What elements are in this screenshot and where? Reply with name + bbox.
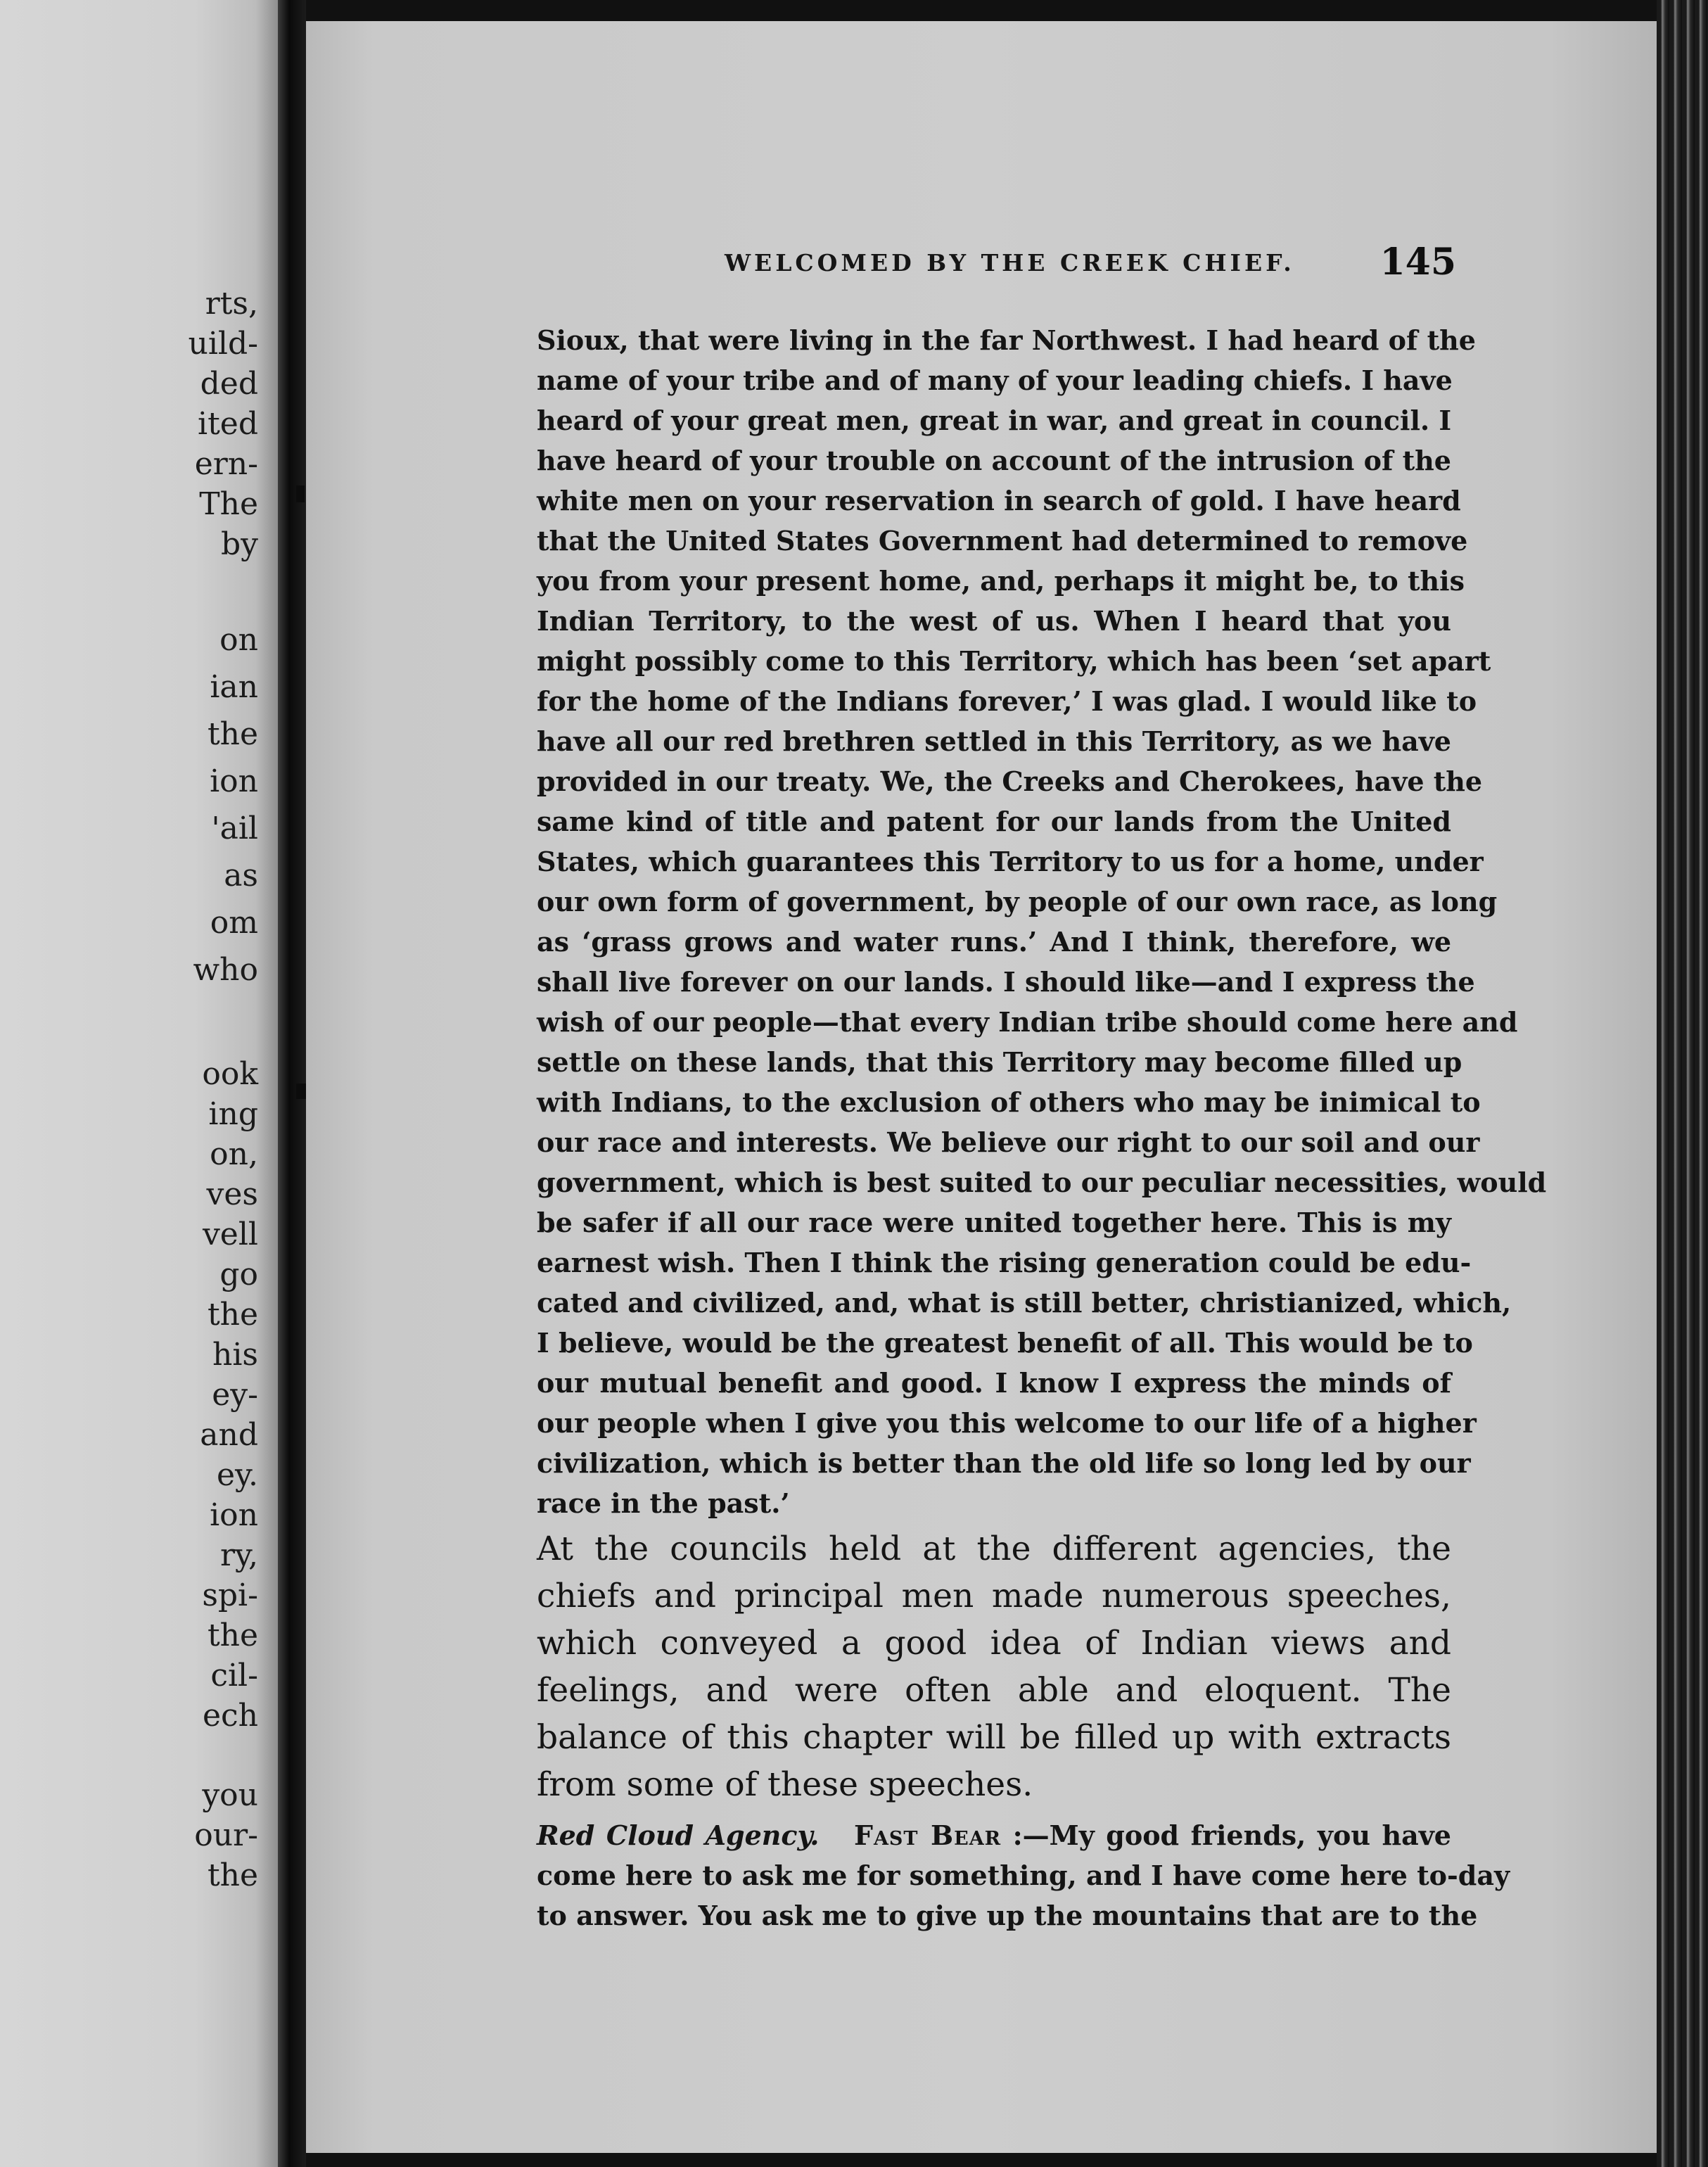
text-line: you from your present home, and, perhaps it might be, to this [537, 565, 1465, 597]
page-edges [1657, 0, 1708, 2167]
left-page-line: rts, [205, 286, 258, 322]
text-line: our people when I give you this welcome to our life of a higher [537, 1407, 1477, 1439]
left-page-line: ited [198, 406, 258, 442]
left-page-line: uild- [188, 326, 258, 362]
left-page-line: The [199, 486, 258, 522]
text-line: settle on these lands, that this Territory may become filled up [537, 1046, 1462, 1078]
left-page-line: the [207, 1618, 258, 1653]
left-page-line: ded [200, 366, 258, 402]
text-line: provided in our treaty. We, the Creeks and Cherokees, have the [537, 765, 1483, 797]
left-page-line: ern- [194, 446, 258, 482]
left-page-line: and [200, 1417, 258, 1453]
paragraph-line: feelings, and were often able and eloquent. The [537, 1671, 1451, 1710]
text-line: wish of our people—that every Indian tribe should come here and [537, 1006, 1518, 1038]
scan-speck [296, 1084, 306, 1099]
text-line: shall live forever on our lands. I should like—and I express the [537, 966, 1475, 998]
text-line: name of your tribe and of many of your leading chiefs. I have [537, 364, 1453, 396]
paragraph-line: At the councils held at the different agencies, the [537, 1530, 1451, 1568]
left-page-line: by [220, 526, 258, 562]
left-page-fragment [0, 0, 278, 2167]
left-page-line: the [207, 1297, 258, 1333]
text-line: for the home of the Indians forever,’ I was glad. I would like to [537, 685, 1477, 717]
left-page-line: ion [210, 763, 258, 799]
left-page-line: cil- [210, 1658, 258, 1693]
speech-first-line [537, 1815, 1451, 1855]
left-page-line: 'ail [211, 811, 258, 846]
text-line: our mutual benefit and good. I know I express the minds of [537, 1367, 1451, 1399]
narrative-paragraph [537, 1525, 1451, 1808]
left-page-line: ian [210, 669, 258, 705]
text-line: have all our red brethren settled in this Territory, as we have [537, 725, 1451, 757]
left-page-line: as [224, 858, 258, 894]
text-line: our race and interests. We believe our right to our soil and our [537, 1126, 1480, 1158]
text-line: cated and civilized, and, what is still better, christianized, which, [537, 1287, 1512, 1318]
left-page-line: on [219, 622, 258, 658]
speaker-name: Fast Bear [854, 1819, 1002, 1851]
text-line: as ‘grass grows and water runs.’ And I think, therefore, we [537, 926, 1451, 958]
speech-text: :—My good friends, you have [1012, 1819, 1451, 1851]
left-page-line: ing [208, 1096, 258, 1132]
page-number: 145 [1379, 241, 1456, 284]
text-line: Indian Territory, to the west of us. When I heard that you [537, 605, 1451, 637]
text-line: race in the past.’ [537, 1487, 790, 1519]
left-page-line: who [193, 952, 258, 988]
text-line: be safer if all our race were united together here. This is my [537, 1207, 1451, 1238]
letter-text [537, 320, 1547, 1523]
speech-line: come here to ask me for something, and I have come here to-day [537, 1860, 1510, 1891]
speech-extract [537, 1815, 1510, 1936]
left-page-line: his [212, 1337, 258, 1373]
text-line: that the United States Government had determined to remove [537, 525, 1468, 557]
scan-speck [296, 485, 305, 502]
page-header [725, 241, 1456, 288]
paragraph-line: balance of this chapter will be filled up with extracts [537, 1718, 1451, 1757]
text-line: white men on your reservation in search of gold. I have heard [537, 485, 1461, 516]
text-line: Sioux, that were living in the far Northwest. I had heard of the [537, 324, 1476, 356]
left-page-line: go [219, 1257, 258, 1292]
running-title: WELCOMED BY THE CREEK CHIEF. [725, 249, 1295, 277]
text-line: earnest wish. Then I think the rising generation could be edu- [537, 1247, 1472, 1278]
text-line: have heard of your trouble on account of the intrusion of the [537, 445, 1451, 476]
left-page-line: the [207, 1857, 258, 1893]
left-page-line: you [202, 1777, 258, 1813]
left-page-line: ook [202, 1056, 258, 1092]
left-page-line: ion [210, 1497, 258, 1533]
left-page-line: ves [206, 1176, 258, 1212]
paragraph-line: chiefs and principal men made numerous speeches, [537, 1577, 1451, 1615]
text-line: States, which guarantees this Territory to us for a home, under [537, 846, 1484, 877]
paragraph-line: which conveyed a good idea of Indian views and [537, 1624, 1451, 1663]
left-page-line: ey- [212, 1377, 258, 1413]
text-line: government, which is best suited to our peculiar necessities, would [537, 1167, 1547, 1198]
left-page-line: vell [202, 1216, 258, 1252]
left-page-line: our- [194, 1817, 258, 1853]
text-line: with Indians, to the exclusion of others who may be inimical to [537, 1086, 1481, 1118]
text-line: same kind of title and patent for our lands from the United [537, 806, 1451, 837]
text-line: might possibly come to this Territory, which has been ‘set apart [537, 645, 1491, 677]
agency-name: Red Cloud Agency. [537, 1819, 820, 1851]
paragraph-line: from some of these speeches. [537, 1765, 1033, 1804]
speech-line: to answer. You ask me to give up the mountains that are to the [537, 1900, 1478, 1931]
left-page-line: on, [210, 1136, 258, 1172]
left-page-line: spi- [202, 1577, 258, 1613]
left-page-line: the [207, 716, 258, 752]
left-page-line: ech [202, 1698, 258, 1734]
text-line: I believe, would be the greatest benefit of all. This would be to [537, 1327, 1473, 1359]
text-line: heard of your great men, great in war, and great in council. I [537, 405, 1452, 436]
left-page-line: ry, [219, 1537, 258, 1573]
text-line: our own form of government, by people of our own race, as long [537, 886, 1498, 917]
text-line: civilization, which is better than the old life so long led by our [537, 1447, 1471, 1479]
left-page-line: ey. [216, 1457, 258, 1493]
left-page-line: om [210, 905, 258, 941]
